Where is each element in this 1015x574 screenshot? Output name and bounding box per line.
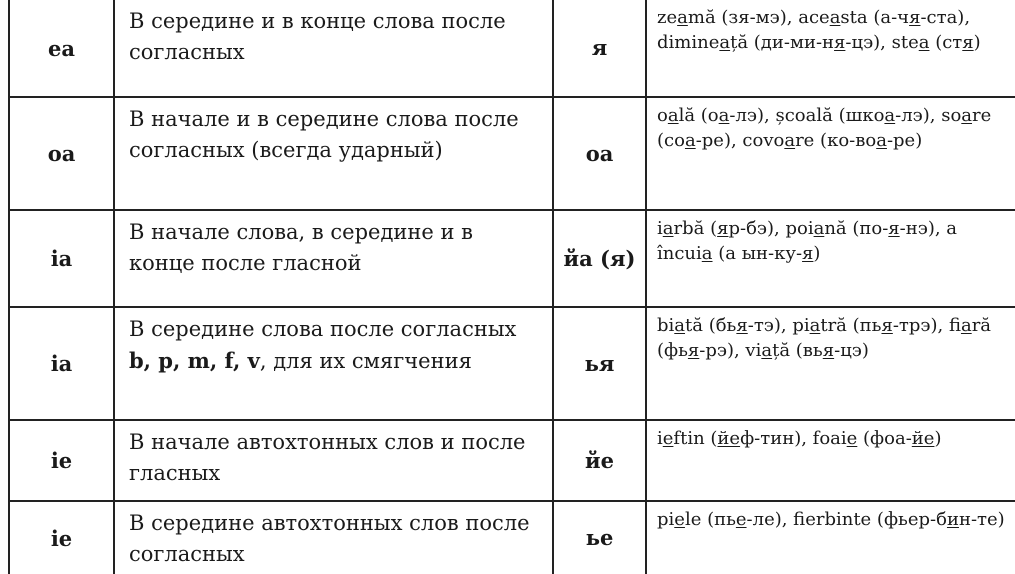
letter-combination-cell: ie	[9, 501, 114, 574]
stressed-letter: a	[674, 315, 686, 336]
stressed-letter: йе	[911, 428, 935, 449]
position-description-cell	[114, 501, 553, 574]
example-text: mă (зя-мэ), ace	[687, 7, 830, 28]
example-text: -ре), covo	[695, 129, 785, 151]
pronunciation-cell: йа (я)	[553, 210, 646, 307]
example-text: -рэ), vi	[699, 339, 762, 361]
example-text: ră (фь	[657, 315, 992, 361]
table-row	[9, 420, 1015, 501]
example-text: р-бэ), poi	[728, 218, 814, 239]
example-text: ă	[822, 105, 833, 126]
description-text: В начале автохтонных слов и после гласных	[129, 430, 526, 485]
stressed-letter: a	[701, 242, 713, 264]
example-text: )	[934, 428, 942, 449]
stressed-letter: я	[909, 7, 921, 28]
stressed-letter: я	[717, 218, 729, 239]
example-text: (фоа-	[857, 428, 912, 449]
example-text: -нэ), a încui	[657, 218, 958, 264]
stressed-letter: a	[719, 31, 731, 53]
pronunciation-cell: ье	[553, 501, 646, 574]
example-text: (ст	[929, 31, 963, 53]
table-row	[9, 97, 1015, 210]
position-description-cell	[114, 97, 553, 210]
stressed-letter: я	[962, 31, 974, 53]
letter-combination-cell: ea	[9, 0, 114, 97]
pronunciation-cell: oa	[553, 97, 646, 210]
stressed-letter: я	[687, 339, 700, 361]
stressed-letter: a	[829, 7, 841, 28]
example-text: tră (пь	[820, 315, 882, 336]
stressed-letter: я	[802, 242, 814, 264]
example-text: o	[657, 105, 668, 126]
pronunciation-cell: я	[553, 0, 646, 97]
example-text: -трэ), fi	[892, 315, 961, 336]
examples-cell	[646, 0, 1015, 97]
examples-cell	[646, 307, 1015, 420]
letter-combination-cell: ia	[9, 307, 114, 420]
stressed-letter: я	[822, 339, 835, 361]
stressed-letter: а	[718, 105, 730, 126]
letter-combination-cell: ia	[9, 210, 114, 307]
example-text: re (со	[657, 105, 992, 151]
stressed-letter: я	[888, 218, 900, 239]
example-text: -ста), dimine	[657, 7, 971, 53]
example-text: ze	[657, 7, 678, 28]
stressed-letter: e	[846, 428, 858, 449]
description-text: В начале и в середине слова после согласных (всегда ударный)	[129, 107, 519, 162]
table-row	[9, 0, 1015, 97]
example-text: -цэ)	[834, 339, 869, 361]
stressed-letter: я	[834, 31, 846, 53]
examples-cell	[646, 501, 1015, 574]
stressed-letter: e	[662, 428, 674, 449]
stressed-letter: e	[674, 509, 685, 530]
stressed-letter: a	[809, 315, 821, 336]
description-text: , для их смягчения	[259, 349, 472, 373]
stressed-letter: a	[667, 105, 679, 126]
stressed-letter: a	[960, 315, 972, 336]
example-text: (шко	[832, 105, 885, 126]
stressed-letter: а	[876, 129, 887, 151]
table-row	[9, 210, 1015, 307]
example-text: sta (а-ч	[840, 7, 910, 28]
example-text: -тэ), pi	[747, 315, 810, 336]
stressed-letter: a	[961, 105, 973, 126]
stressed-letter: я	[736, 315, 748, 336]
example-text: re (ко-во	[795, 129, 877, 151]
letter-combination-cell: oa	[9, 97, 114, 210]
example-text: -лэ), școal	[729, 105, 823, 126]
example-text: lă (о	[678, 105, 719, 126]
example-text: bi	[657, 315, 675, 336]
example-text: н-те)	[958, 509, 1005, 530]
position-description-cell	[114, 0, 553, 97]
example-text: -ре)	[886, 129, 923, 151]
example-text: nă (по-	[824, 218, 889, 239]
table-row	[9, 501, 1015, 574]
example-text: rbă (	[673, 218, 718, 239]
example-text: pi	[657, 509, 675, 530]
romanian-diphthongs-table	[8, 0, 1015, 574]
letter-combination-cell: ie	[9, 420, 114, 501]
table-row	[9, 307, 1015, 420]
example-text: ф-тин), foai	[740, 428, 847, 449]
example-text: i	[657, 218, 663, 239]
table-body	[9, 0, 1015, 574]
example-text: ță (ди-ми-н	[730, 31, 835, 53]
example-text: -цэ), ste	[845, 31, 919, 53]
example-text: -ле), fierb	[746, 509, 836, 530]
pronunciation-cell: ья	[553, 307, 646, 420]
description-text: В середине автохтонных слов после согласных	[129, 511, 530, 566]
stressed-letter: a	[677, 7, 688, 28]
example-text: )	[973, 31, 981, 53]
example-text: (а ын-ку-	[712, 242, 803, 264]
description-text: В середине слова после согласных	[129, 317, 517, 341]
example-text: ftin (	[673, 428, 718, 449]
description-text: В середине и в конце слова после согласных	[129, 9, 506, 64]
position-description-cell	[114, 307, 553, 420]
stressed-letter: a	[813, 218, 825, 239]
stressed-letter: a	[918, 31, 930, 53]
example-text: )	[813, 242, 821, 264]
examples-cell	[646, 420, 1015, 501]
consonant-list: b, p, m, f, v	[129, 348, 260, 373]
stressed-letter: йе	[717, 428, 741, 449]
stressed-letter: а	[684, 129, 696, 151]
stressed-letter: a	[761, 339, 773, 361]
pronunciation-cell: йе	[553, 420, 646, 501]
example-text: ță (вь	[772, 339, 823, 361]
example-text: i	[657, 428, 663, 449]
examples-cell	[646, 210, 1015, 307]
examples-cell	[646, 97, 1015, 210]
stressed-letter: а	[884, 105, 896, 126]
example-text: -лэ), so	[895, 105, 962, 126]
stressed-letter: a	[662, 218, 674, 239]
description-text: В начале слова, в середине и в конце после гласной	[129, 220, 473, 275]
position-description-cell	[114, 420, 553, 501]
example-text: tă (бь	[685, 315, 737, 336]
stressed-letter: е	[735, 509, 747, 530]
stressed-letter: и	[946, 509, 959, 530]
stressed-letter: a	[784, 129, 796, 151]
stressed-letter: я	[881, 315, 893, 336]
example-text: i	[835, 509, 842, 530]
position-description-cell	[114, 210, 553, 307]
example-text: nte (фьер-б	[841, 509, 947, 530]
example-text: le (пь	[684, 509, 736, 530]
